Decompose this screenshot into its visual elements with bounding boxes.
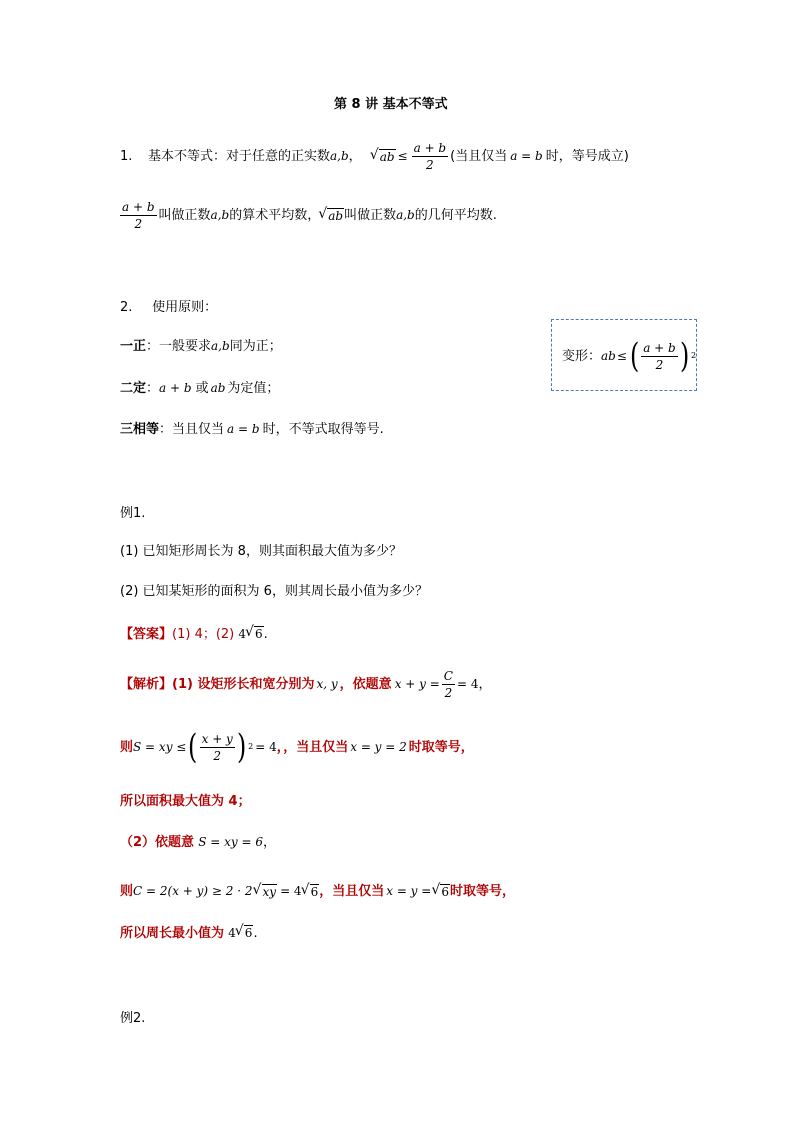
solution-result: = 4 — [456, 677, 479, 691]
l5-prefix: 则 — [120, 883, 134, 899]
rule-3 — [120, 423, 384, 436]
fraction-numerator: a + b — [643, 340, 676, 355]
condition-open: (当且仅当 — [450, 148, 508, 164]
solution-vars: x, y — [316, 677, 338, 691]
example-1-title: 例1. — [120, 506, 146, 521]
solution-end: ， — [478, 676, 492, 692]
section-1-lead: 基本不等式：对于任意的正实数 — [148, 148, 331, 164]
fraction-xy-over-2 — [200, 732, 235, 763]
section-2-heading — [120, 301, 217, 314]
fraction-numerator: a + b — [413, 140, 447, 155]
rule-1-end: 同为正； — [229, 339, 282, 354]
l5-sqrt: √ xy — [262, 884, 278, 899]
rule-3-end: 时，不等式取得等号. — [262, 422, 384, 437]
l6-math: 4 — [228, 926, 236, 940]
l2-end: 时取等号， — [408, 739, 474, 755]
fraction-denominator: 2 — [426, 157, 434, 172]
variant-fraction — [641, 341, 678, 372]
sqrt-ab: √ ab — [327, 208, 344, 223]
answer-end: . — [263, 627, 268, 642]
fraction-denominator: 2 — [444, 685, 453, 700]
l2-math: S = xy ≤ — [133, 740, 187, 754]
l4-prefix: （2）依题意 — [120, 835, 195, 850]
def-vars-2: a,b — [396, 208, 415, 222]
def-text-3: 叫做正数 — [344, 207, 397, 223]
variant-label: 变形： — [562, 348, 602, 364]
fraction-denominator: 2 — [655, 357, 664, 372]
rule-1-vars: a,b — [211, 339, 230, 353]
condition-eq: a = b — [510, 149, 543, 163]
l2-cond: ，，当且仅当 — [276, 739, 349, 755]
fraction-mean — [120, 200, 157, 231]
l6-end: . — [253, 926, 258, 941]
section-1-vars: a,b — [330, 149, 349, 163]
solution-text-2: ，依题意 — [339, 676, 392, 692]
variant-exponent: 2 — [690, 351, 697, 360]
left-paren: ( — [188, 727, 198, 767]
rule-2-end: 为定值； — [227, 381, 280, 396]
answer-text: (1) 4；(2) — [172, 627, 235, 642]
page-title: 第 8 讲 基本不等式 — [334, 97, 448, 112]
fraction-a-plus-b-over-2 — [412, 141, 449, 172]
rule-1-text: ：一般要求 — [146, 339, 212, 354]
rule-2-or: 或 — [195, 381, 209, 396]
l5-math: C = 2(x + y) ≥ 2 · 2 — [133, 884, 253, 898]
rule-2-text: ： — [146, 381, 160, 396]
l6-prefix: 所以周长最小值为 — [120, 926, 225, 941]
solution-text-1: (1) 设矩形长和宽分别为 — [172, 676, 315, 692]
l5-math-3: x = y = — [386, 884, 432, 898]
solution-line-2 — [120, 727, 474, 767]
section-1-sep: ， — [348, 148, 362, 164]
answer-sqrt: √ 6 — [254, 626, 264, 641]
left-paren: ( — [629, 336, 640, 376]
sqrt-ab: √ ab — [379, 149, 396, 164]
section-1-definition — [120, 199, 497, 231]
l5-sqrt-2: √ 6 — [310, 884, 320, 899]
example-1-answer — [120, 626, 268, 641]
def-text-4: 的几何平均数. — [414, 207, 497, 223]
l2-result: = 4 — [255, 740, 277, 754]
condition-close: 时，等号成立) — [545, 148, 629, 164]
solution-line-5 — [120, 880, 515, 902]
variant-lhs: ab — [601, 349, 616, 363]
fraction-denominator: 2 — [134, 216, 143, 231]
l5-end: 时取等号， — [449, 883, 515, 899]
answer-tag: 【答案】 — [120, 627, 173, 642]
solution-math: x + y = — [394, 677, 440, 691]
fraction-numerator: C — [443, 668, 453, 683]
le-sign: ≤ — [397, 149, 408, 163]
solution-line-6 — [120, 925, 258, 940]
rule-3-text: ：当且仅当 — [159, 422, 225, 437]
def-vars-1: a,b — [210, 208, 230, 222]
rule-2-math-2: ab — [210, 381, 226, 395]
fraction-denominator: 2 — [213, 748, 222, 763]
section-1-line — [120, 140, 629, 172]
l2-math-2: x = y = 2 — [350, 740, 407, 754]
solution-line-1 — [120, 668, 492, 700]
fraction-numerator: a + b — [122, 199, 155, 214]
solution-line-3: 所以面积最大值为 4； — [120, 794, 251, 809]
rule-2-label: 二定 — [120, 381, 147, 396]
variant-le: ≤ — [616, 349, 627, 363]
section-1-number: 1. — [120, 148, 133, 164]
solution-tag: 【解析】 — [120, 676, 173, 692]
rule-1-label: 一正 — [120, 339, 147, 354]
rule-2 — [120, 382, 279, 395]
rule-3-math: a = b — [227, 422, 260, 436]
def-text-1: 叫做正数 — [158, 207, 211, 223]
l5-math-2: = 4 — [280, 884, 302, 898]
l6-sqrt: √ 6 — [244, 925, 254, 940]
l2-exponent: 2 — [248, 742, 254, 751]
fraction-c-over-2 — [442, 669, 455, 700]
example-1-question-2: (2) 已知某矩形的面积为 6，则其周长最小值为多少？ — [120, 584, 428, 599]
section-2-head: 使用原则： — [152, 300, 218, 315]
rule-2-math-1: a + b — [159, 381, 192, 395]
section-2-number: 2. — [120, 300, 133, 315]
solution-line-4 — [120, 836, 276, 849]
l4-math: S = xy = 6 — [198, 835, 263, 849]
example-1-question-1: (1) 已知矩形周长为 8，则其面积最大值为多少？ — [120, 544, 402, 559]
variant-formula-box — [551, 319, 697, 391]
l5-cond: ，当且仅当 — [319, 883, 385, 899]
rule-1 — [120, 340, 282, 353]
rule-3-label: 三相等 — [120, 422, 160, 437]
right-paren: ) — [236, 727, 247, 767]
fraction-numerator: x + y — [201, 731, 233, 746]
def-text-2: 的算术平均数， — [229, 207, 321, 223]
variant-formula — [562, 338, 696, 374]
right-paren: ) — [679, 336, 689, 376]
l4-end: ， — [262, 835, 276, 850]
l2-prefix: 则 — [120, 739, 134, 755]
l5-sqrt-3: √ 6 — [440, 884, 450, 899]
example-2-title: 例2. — [120, 1011, 146, 1026]
answer-math: 4 — [238, 627, 247, 641]
